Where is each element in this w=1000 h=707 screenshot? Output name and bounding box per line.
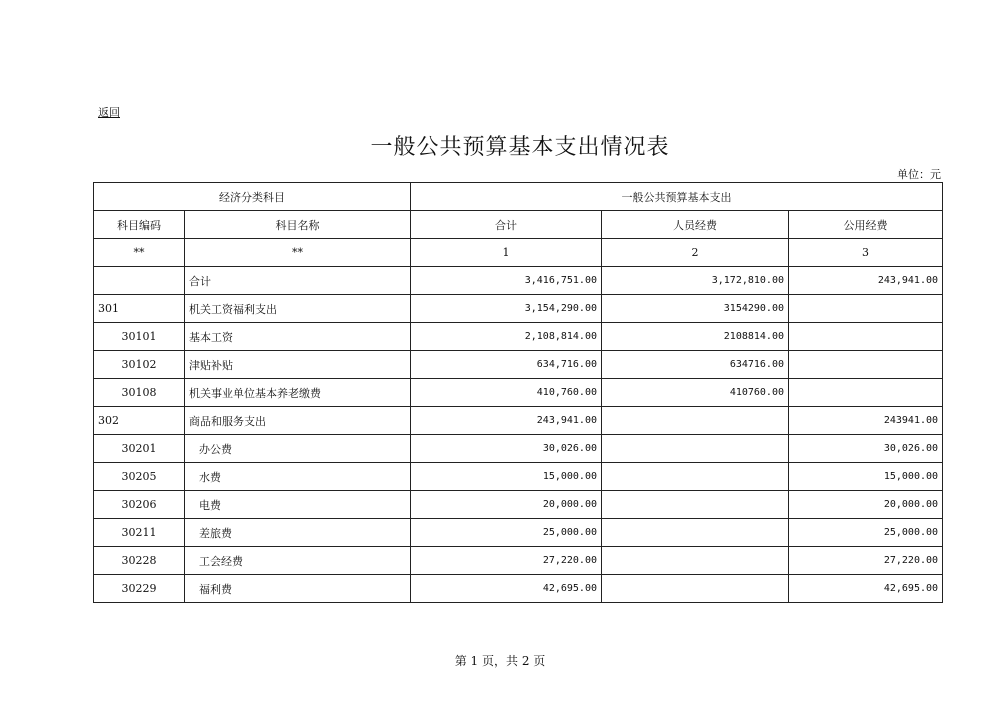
index-cell: ** — [94, 239, 185, 267]
cell-code: 302 — [94, 407, 185, 435]
table-row — [94, 547, 943, 575]
cell-public: 15,000.00 — [789, 463, 943, 491]
cell-public — [789, 379, 943, 407]
cell-public: 27,220.00 — [789, 547, 943, 575]
table-row — [94, 379, 943, 407]
header-personnel: 人员经费 — [602, 211, 789, 239]
cell-total: 634,716.00 — [411, 351, 602, 379]
cell-public: 42,695.00 — [789, 575, 943, 603]
header-basic-expenditure: 一般公共预算基本支出 — [411, 183, 943, 211]
cell-personnel: 3,172,810.00 — [602, 267, 789, 295]
index-cell: 1 — [411, 239, 602, 267]
cell-personnel: 2108814.00 — [602, 323, 789, 351]
budget-table — [93, 182, 943, 603]
cell-name: 福利费 — [185, 575, 411, 603]
cell-total: 20,000.00 — [411, 491, 602, 519]
cell-public — [789, 295, 943, 323]
cell-personnel — [602, 547, 789, 575]
index-cell: ** — [185, 239, 411, 267]
cell-personnel: 410760.00 — [602, 379, 789, 407]
cell-code: 30108 — [94, 379, 185, 407]
cell-total: 30,026.00 — [411, 435, 602, 463]
page-title: 一般公共预算基本支出情况表 — [370, 135, 670, 160]
page-footer: 第 1 页，共 2 页 — [454, 654, 546, 668]
cell-name: 机关事业单位基本养老缴费 — [185, 379, 411, 407]
cell-total: 2,108,814.00 — [411, 323, 602, 351]
cell-code — [94, 267, 185, 295]
cell-public: 20,000.00 — [789, 491, 943, 519]
cell-public — [789, 323, 943, 351]
cell-personnel — [602, 463, 789, 491]
cell-name: 津贴补贴 — [185, 351, 411, 379]
table-row — [94, 519, 943, 547]
cell-code: 30229 — [94, 575, 185, 603]
cell-personnel — [602, 435, 789, 463]
cell-total: 410,760.00 — [411, 379, 602, 407]
back-link[interactable]: 返回 — [98, 106, 120, 119]
cell-code: 30101 — [94, 323, 185, 351]
cell-personnel — [602, 491, 789, 519]
cell-code: 30205 — [94, 463, 185, 491]
table-row — [94, 407, 943, 435]
cell-total: 3,416,751.00 — [411, 267, 602, 295]
index-cell: 3 — [789, 239, 943, 267]
cell-public: 25,000.00 — [789, 519, 943, 547]
cell-name: 电费 — [185, 491, 411, 519]
header-row-columns — [94, 211, 943, 239]
cell-total: 3,154,290.00 — [411, 295, 602, 323]
unit-label: 单位：元 — [897, 168, 941, 181]
cell-name: 差旅费 — [185, 519, 411, 547]
header-name: 科目名称 — [185, 211, 411, 239]
cell-public: 243941.00 — [789, 407, 943, 435]
header-code: 科目编码 — [94, 211, 185, 239]
header-total: 合计 — [411, 211, 602, 239]
table-row — [94, 435, 943, 463]
table-row — [94, 267, 943, 295]
cell-code: 30102 — [94, 351, 185, 379]
index-cell: 2 — [602, 239, 789, 267]
cell-personnel — [602, 575, 789, 603]
table-row — [94, 463, 943, 491]
cell-name: 商品和服务支出 — [185, 407, 411, 435]
table-row — [94, 295, 943, 323]
cell-name: 基本工资 — [185, 323, 411, 351]
cell-code: 30201 — [94, 435, 185, 463]
table-row — [94, 575, 943, 603]
cell-personnel — [602, 407, 789, 435]
cell-total: 27,220.00 — [411, 547, 602, 575]
cell-personnel — [602, 519, 789, 547]
cell-code: 30206 — [94, 491, 185, 519]
header-economic-category: 经济分类科目 — [94, 183, 411, 211]
cell-name: 机关工资福利支出 — [185, 295, 411, 323]
table-row — [94, 323, 943, 351]
cell-name: 工会经费 — [185, 547, 411, 575]
cell-code: 30211 — [94, 519, 185, 547]
cell-name: 合计 — [185, 267, 411, 295]
table-row — [94, 491, 943, 519]
cell-code: 30228 — [94, 547, 185, 575]
header-row-group — [94, 183, 943, 211]
cell-personnel: 3154290.00 — [602, 295, 789, 323]
cell-total: 25,000.00 — [411, 519, 602, 547]
cell-total: 42,695.00 — [411, 575, 602, 603]
cell-public — [789, 351, 943, 379]
table-row — [94, 351, 943, 379]
cell-code: 301 — [94, 295, 185, 323]
cell-total: 243,941.00 — [411, 407, 602, 435]
cell-personnel: 634716.00 — [602, 351, 789, 379]
cell-public: 243,941.00 — [789, 267, 943, 295]
cell-total: 15,000.00 — [411, 463, 602, 491]
header-public: 公用经费 — [789, 211, 943, 239]
index-row — [94, 239, 943, 267]
cell-name: 水费 — [185, 463, 411, 491]
cell-name: 办公费 — [185, 435, 411, 463]
cell-public: 30,026.00 — [789, 435, 943, 463]
